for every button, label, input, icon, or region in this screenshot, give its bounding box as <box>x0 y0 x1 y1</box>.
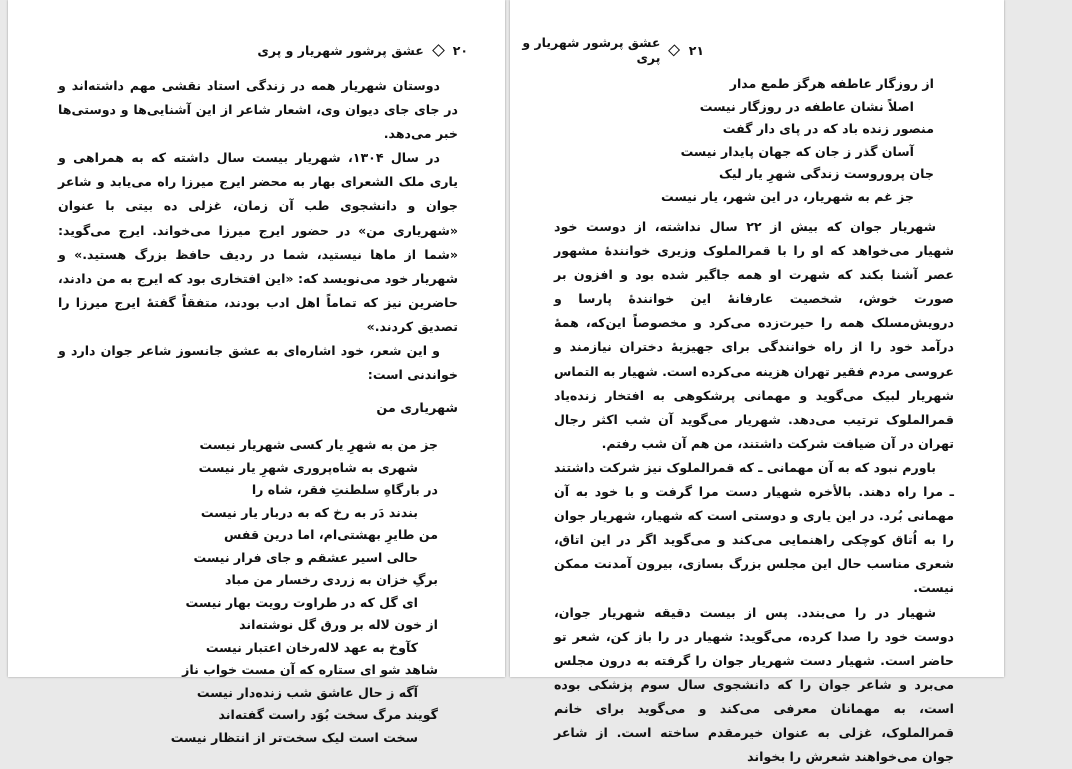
verse-line: ای گل که در طراوت رویت بهار نیست <box>58 591 458 614</box>
paragraph: در سال ۱۳۰۴، شهریار بیست سال داشته که به همراهی و یاری ملک الشعرای بهار به محضر ایرج میرزا راه می‌یابد و شاعر جوان و دانشجوی طب آن زمان، غزلی ده بیتی با عنوان «شهریاری من» در حضور ایرج میرزا می‌خواند. ایرج می‌گوید: «شما از ماها نیستید، شما در ردیف حافظ بزرگ هستید.» و شهریار خود می‌نویسد که: «این افتخاری بود که ایرج به من دادند، حاضرین نیز که تماماً اهل ادب بودند، متفقاً گفتهٔ ایرج میرزا را تصدیق کردند.» <box>58 146 458 339</box>
verse-line: بندند دَر به رخ که به دربار یار نیست <box>58 501 458 524</box>
verse-line: گویند مرگ سخت بُوَد راست گفته‌اند <box>58 703 458 726</box>
verse-line: من طایرِ بهشتی‌ام، اما درین قفس <box>58 523 458 546</box>
paragraph: دوستان شهریار همه در زندگی استاد نقشی مهم داشته‌اند و در جای جای دیوان وی، اشعار شاعر از این آشنایی‌ها و دوستی‌ها خبر می‌دهد. <box>58 74 458 146</box>
verse-line: اصلاً نشان عاطفه در روزگار نیست <box>554 95 954 118</box>
verse-line: جز من به شهرِ یار کسی شهریار نیست <box>58 433 458 456</box>
text-column <box>58 74 458 748</box>
paragraph: شهریار جوان که بیش از ۲۲ سال نداشته، از دوست خود شهیار می‌خواهد که او را با قمرالملوک وزیری خوانندهٔ مشهور عصر آشنا بکند که شهرت او همه جاگیر شده بود و افزون بر صورت خوش، شخصیت عارفانهٔ این خوانندهٔ پارسا و درویش‌مسلک همه را حیرت‌زده می‌کرد و مخصوصاً این‌که، همهٔ درآمد خود را از راه خوانندگی برای جهیزیهٔ دختران نیازمند و عروسی مردم فقیر تهران هزینه می‌کرده است. شهیار به التماس شهریار لبیک می‌گوید و مهمانی پرشکوهی به افتخار زنده‌یاد قمرالملوک ترتیب می‌دهد. شهریار می‌گوید آن شب اکثر رجال تهران در آن ضیافت شرکت داشتند، من هم آن شب رفتم. <box>554 215 954 456</box>
paragraph: باورم نبود که به آن مهمانی ـ که قمرالملوک نیز شرکت داشتند ـ مرا راه دهند. بالأخره شهیار دست مرا گرفت و با خود به آن مهمانی بُرد. در این یاری و دوستی است که شهیار، شهریار جوان را به اُتاق کوچکی راهنمایی می‌کند و می‌گوید اگر در این اتاق، شعری مناسب حال این مجلس بزرگ بسازی، بیرون آمدنت ممکن نیست. <box>554 456 954 601</box>
verse-line: برگِ خزان به زردی رخسار من مباد <box>58 568 458 591</box>
paragraph: و این شعر، خود اشاره‌ای به عشق جانسوز شاعر جوان دارد و خواندنی است: <box>58 339 458 387</box>
verse-line: آگه ز حال عاشق شب زنده‌دار نیست <box>58 681 458 704</box>
running-head: عشق پرشور شهریار و پری <box>257 43 423 58</box>
page-number: ۲۰ <box>453 43 468 58</box>
diamond-ornament-icon <box>432 44 445 57</box>
verse-line: کآوخ به عهد لاله‌رخان اعتبار نیست <box>58 636 458 659</box>
running-head: عشق پرشور شهریار و پری <box>510 35 660 65</box>
text-column <box>554 72 954 769</box>
verse-line: جز غم به شهریار، در این شهر، یار نیست <box>554 185 954 208</box>
verse-line: آسان گذر ز جان که جهان پایدار نیست <box>554 140 954 163</box>
poem <box>58 433 458 748</box>
paragraph: شهیار در را می‌بندد. پس از بیست دقیقه شهریار جوان، دوست خود را صدا کرده، می‌گوید: شهیار در را باز کن، شعر تو حاضر است. شهیار دست شهریار جوان را گرفته به درون مجلس می‌برد و شاعر جوان را که دانشجوی سال سوم پزشکی بوده است، به مهمانان معرفی می‌کند و می‌گوید برای خانم قمرالملوک، غزلی به عنوان خیرمقدم ساخته است. از شاعر جوان می‌خواهند شعرش را بخواند <box>554 601 954 769</box>
verse-line: شاهد شو ای ستاره که آن مست خواب ناز <box>58 658 458 681</box>
poem <box>554 72 954 207</box>
verse-line: سخت است لیک سخت‌تر از انتظار نیست <box>58 726 458 749</box>
right-page <box>510 0 1004 677</box>
page-header <box>510 40 704 60</box>
verse-line: حالی اسیر عشقم و جای فرار نیست <box>58 546 458 569</box>
verse-line: از روزگار عاطفه هرگز طمع مدار <box>554 72 954 95</box>
page-header <box>257 40 468 60</box>
verse-line: از خون لاله بر ورق گل نوشته‌اند <box>58 613 458 636</box>
diamond-ornament-icon <box>668 44 680 56</box>
verse-line: شهری به شاه‌پروری شهرِ یار نیست <box>58 456 458 479</box>
verse-line: در بارگاهِ سلطنتِ فقر، شاه را <box>58 478 458 501</box>
page-number: ۲۱ <box>689 43 704 58</box>
verse-line: منصور زنده باد که در پای دار گفت <box>554 117 954 140</box>
verse-line: جان پروروست زندگی شهرِ یار لیک <box>554 162 954 185</box>
poem-title: شهریاری من <box>58 397 458 421</box>
left-page <box>8 0 505 677</box>
